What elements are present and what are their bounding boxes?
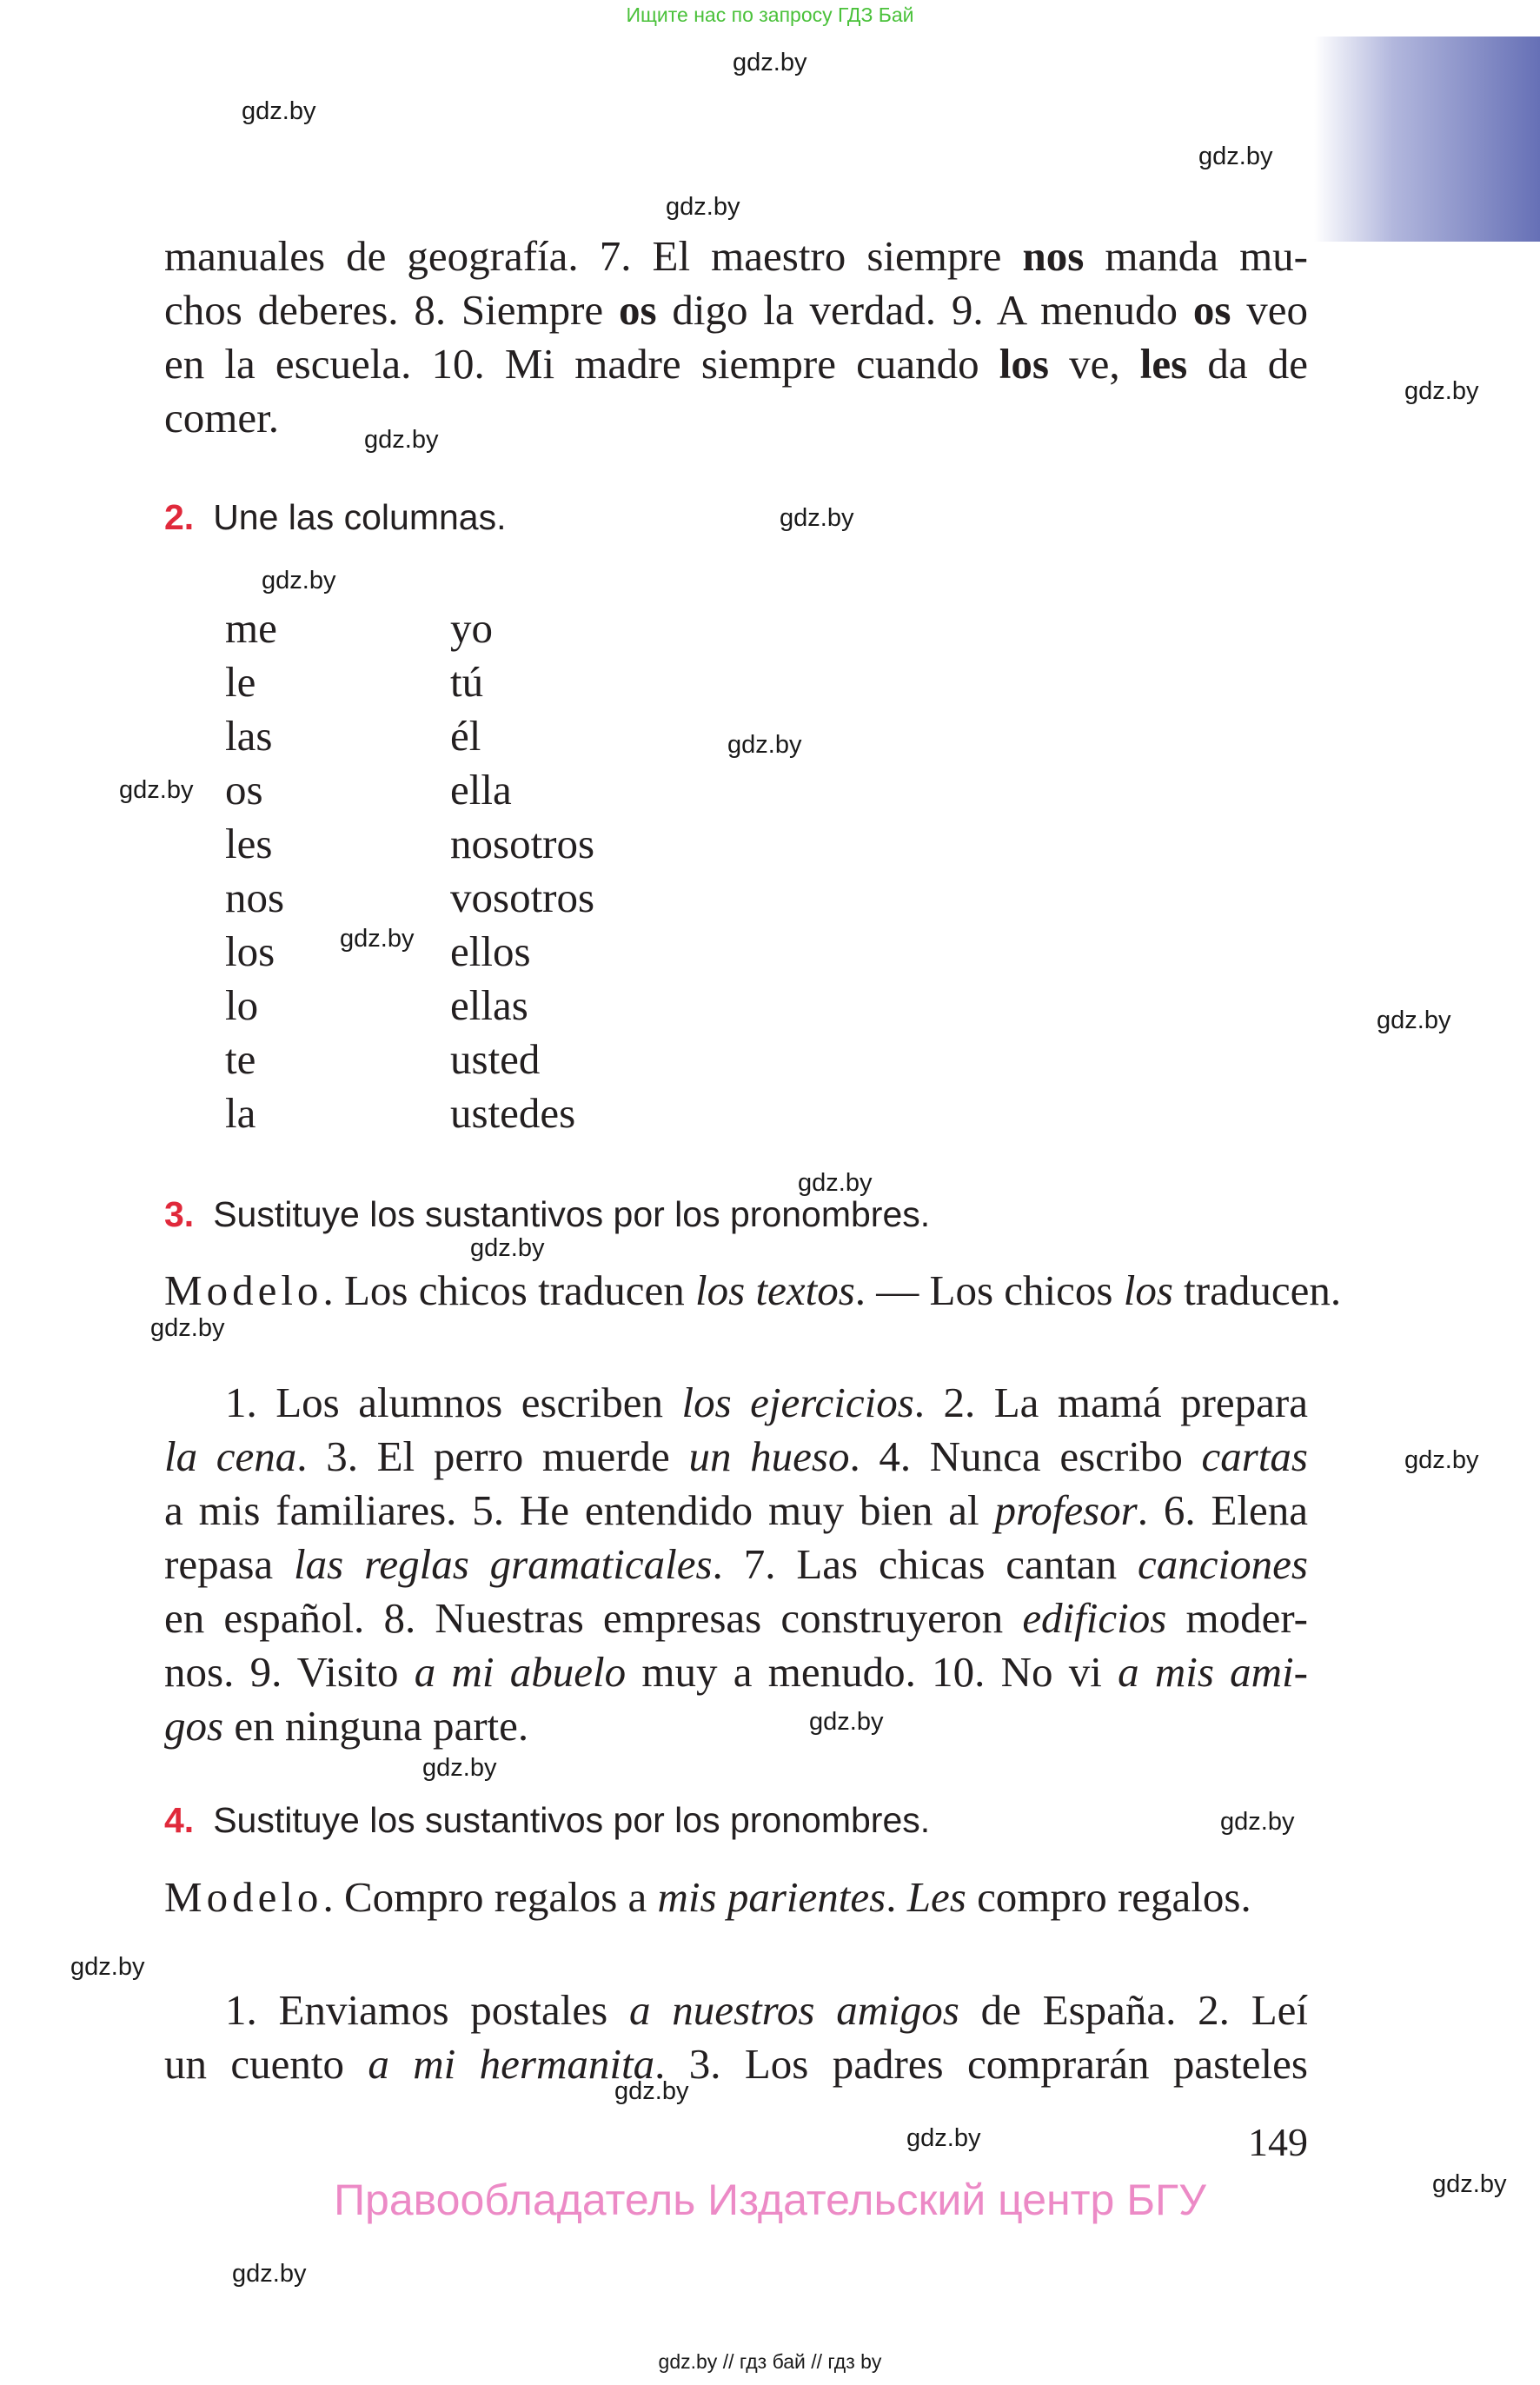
watermark: gdz.by	[733, 49, 807, 76]
watermark: gdz.by	[727, 731, 802, 759]
watermark: gdz.by	[1220, 1808, 1295, 1836]
list-item: yo	[450, 604, 493, 652]
list-item: ella	[450, 766, 512, 814]
list-item: nosotros	[450, 820, 595, 867]
model-label: Modelo	[164, 1266, 323, 1314]
list-item: él	[450, 712, 481, 760]
list-item: las	[225, 712, 273, 760]
watermark: gdz.by	[119, 776, 194, 804]
exercise-2-heading	[164, 497, 506, 538]
text-line: en español. 8. Nuestras empresas construyeron edificios moder-	[164, 1594, 1308, 1642]
pronoun-column-right	[450, 601, 594, 1140]
watermark: gdz.by	[1404, 1446, 1479, 1474]
top-banner[interactable]: Ищите нас по запросу ГДЗ Бай	[626, 3, 914, 26]
exercise-number: 2.	[164, 497, 195, 537]
list-item: la	[225, 1089, 256, 1137]
list-item: ellos	[450, 927, 531, 975]
exercise-3-model: Modelo. Los chicos traducen los textos. — Los chicos los traducen.	[164, 1266, 1342, 1314]
list-item: te	[225, 1035, 256, 1083]
watermark: gdz.by	[798, 1169, 873, 1197]
exercise-3-body	[164, 1376, 1308, 1753]
text-line: comer.	[164, 394, 279, 442]
list-item: ellas	[450, 981, 528, 1029]
watermark: gdz.by	[242, 97, 316, 125]
watermark: gdz.by	[809, 1708, 884, 1736]
list-item: lo	[225, 981, 259, 1029]
list-item: usted	[450, 1035, 541, 1083]
exercise-4-heading	[164, 1800, 930, 1841]
watermark: gdz.by	[1432, 2170, 1507, 2198]
exercise-title: Sustituye los sustantivos por los pronombres.	[213, 1800, 931, 1840]
text-line: chos deberes. 8. Siempre os digo la verdad. 9. A menudo os veo	[164, 286, 1308, 334]
text-line: gos en ninguna parte.	[164, 1702, 529, 1750]
watermark: gdz.by	[1377, 1006, 1451, 1034]
list-item: le	[225, 658, 256, 706]
model-label: Modelo	[164, 1873, 323, 1921]
watermark: gdz.by	[1198, 143, 1273, 170]
text-line: repasa las reglas gramaticales. 7. Las chicas cantan canciones	[164, 1540, 1308, 1588]
exercise-4-body	[164, 1983, 1308, 2091]
exercise-number: 3.	[164, 1194, 195, 1234]
text-line: 1. Enviamos postales a nuestros amigos de España. 2. Leí	[225, 1986, 1308, 2034]
watermark: gdz.by	[422, 1754, 497, 1782]
text-line: a mis familiares. 5. He entendido muy bien al profesor. 6. Elena	[164, 1486, 1308, 1534]
watermark: gdz.by	[232, 2260, 307, 2288]
watermark: gdz.by	[666, 193, 740, 221]
watermark: gdz.by	[70, 1953, 145, 1981]
watermark: gdz.by	[364, 426, 439, 454]
exercise-number: 4.	[164, 1800, 195, 1840]
list-item: tú	[450, 658, 484, 706]
pronoun-column-left	[225, 601, 284, 1140]
watermark: gdz.by	[1404, 377, 1479, 405]
copyright-notice: Правообладатель Издательский центр БГУ	[334, 2176, 1206, 2224]
exercise-title: Une las columnas.	[213, 497, 507, 537]
list-item: me	[225, 604, 277, 652]
watermark: gdz.by	[470, 1234, 545, 1262]
list-item: nos	[225, 874, 285, 921]
corner-color-block	[1314, 37, 1540, 242]
watermark: gdz.by	[150, 1314, 225, 1342]
page-number: 149	[1248, 2120, 1308, 2164]
text-line: manuales de geografía. 7. El maestro siempre nos manda mu-	[164, 232, 1308, 280]
watermark: gdz.by	[340, 925, 415, 953]
watermark: gdz.by	[614, 2077, 689, 2105]
exercise-title: Sustituye los sustantivos por los pronombres.	[213, 1194, 931, 1234]
exercise-1-continuation	[164, 229, 1308, 445]
watermark: gdz.by	[906, 2124, 981, 2152]
exercise-3-heading	[164, 1194, 930, 1235]
text-line: en la escuela. 10. Mi madre siempre cuando los ve, les da de	[164, 340, 1308, 388]
list-item: les	[225, 820, 273, 867]
list-item: vosotros	[450, 874, 595, 921]
text-line: 1. Los alumnos escriben los ejercicios. 2. La mamá prepara	[225, 1379, 1308, 1426]
list-item: los	[225, 927, 275, 975]
list-item: ustedes	[450, 1089, 576, 1137]
text-line: nos. 9. Visito a mi abuelo muy a menudo. 10. No vi a mis ami-	[164, 1648, 1308, 1696]
watermark: gdz.by	[780, 504, 854, 532]
watermark: gdz.by	[262, 567, 336, 595]
list-item: os	[225, 766, 263, 814]
exercise-4-model: Modelo. Compro regalos a mis parientes. Les compro regalos.	[164, 1873, 1251, 1921]
bottom-banner[interactable]: gdz.by // гдз бай // гдз by	[658, 2350, 882, 2373]
text-line: un cuento a mi hermanita. 3. Los padres comprarán pasteles	[164, 2040, 1308, 2088]
text-line: la cena. 3. El perro muerde un hueso. 4. Nunca escribo cartas	[164, 1432, 1308, 1480]
